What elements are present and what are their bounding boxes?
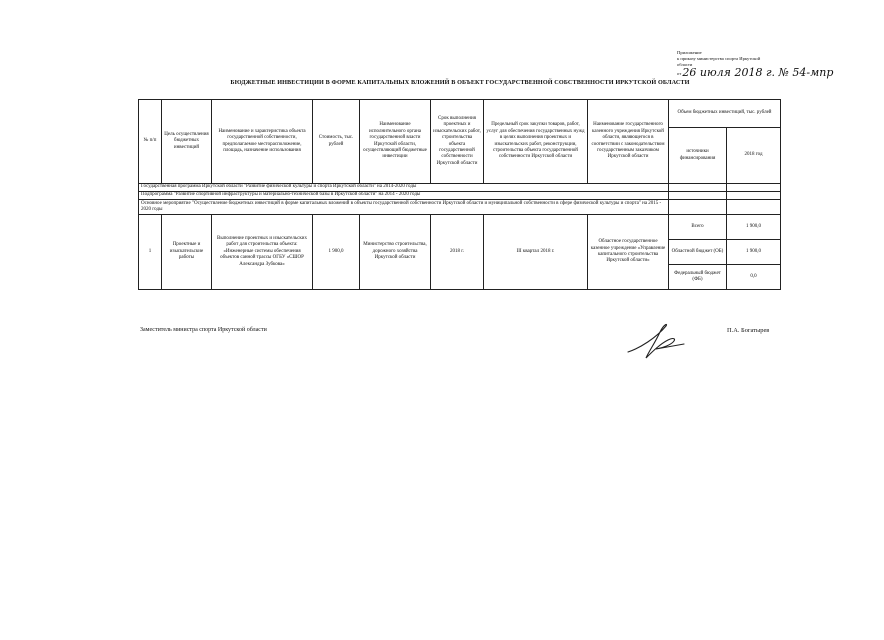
program-source-cell (669, 184, 727, 192)
appendix-note (677, 50, 877, 77)
measure-year-cell (727, 200, 781, 215)
header-year: 2018 год (727, 128, 781, 184)
signature-icon (622, 318, 692, 362)
row-goal: Проектные и изыскательские работы (162, 215, 212, 290)
row-object: Выполнение проектных и изыскательских работ для строительства объекта: «Инженерные системы обеспечения объектов санной трассы ОГБУ «СШОР Александра Зубкова» (212, 215, 313, 290)
financing-value: 1 900,0 (727, 215, 781, 240)
financing-value: 0,0 (727, 265, 781, 290)
header-row-1 (139, 100, 781, 128)
subprogram-year-cell (727, 192, 781, 200)
row-cost: 1 900,0 (313, 215, 360, 290)
signatory-name: П.А. Богатырев (727, 327, 770, 334)
header-goal: Цель осуществления бюджетных инвестиций (162, 100, 212, 184)
program-row (139, 184, 781, 192)
header-volume: Объем бюджетных инвестиций, тыс. рублей (669, 100, 781, 128)
row-num: 1 (139, 215, 162, 290)
header-object: Наименование и характеристика объекта государственной собственности, предполагаемое месторасположение, площадь, назначение использования (212, 100, 313, 184)
header-term: Срок выполнения проектных и изыскательских работ, строительства объекта государственной собственности Иркутской области (431, 100, 484, 184)
subprogram-row (139, 192, 781, 200)
header-executor: Наименование исполнительного органа государственной власти Иркутской области, осуществляющий бюджетные инвестиции (360, 100, 431, 184)
header-sources: источники финансирования (669, 128, 727, 184)
financing-value: 1 900,0 (727, 240, 781, 265)
financing-source: Областной бюджет (ОБ) (669, 240, 727, 265)
measure-row (139, 200, 781, 215)
program-text: Государственная программа Иркутской области "Развитие физической культуры и спорта Иркутской области" на 2014-2020 годы (139, 184, 669, 192)
program-year-cell (727, 184, 781, 192)
subprogram-source-cell (669, 192, 727, 200)
row-procurement: III квартал 2018 г. (484, 215, 588, 290)
appendix-from-label: от (677, 70, 682, 76)
row-term: 2018 г. (431, 215, 484, 290)
investment-table (138, 99, 781, 290)
header-num: № п/п (139, 100, 162, 184)
document-title: БЮДЖЕТНЫЕ ИНВЕСТИЦИИ В ФОРМЕ КАПИТАЛЬНЫХ ВЛОЖЕНИЙ В ОБЪЕКТ ГОСУДАРСТВЕННОЙ СОБСТВЕННОСТИ ИРКУТСКОЙ ОБЛАСТИ (230, 79, 690, 86)
row-executor: Министерство строительства, дорожного хозяйства Иркутской области (360, 215, 431, 290)
appendix-line-3: области (677, 62, 693, 68)
appendix-line-1: Приложение (677, 50, 702, 55)
financing-source: Федеральный бюджет (ФБ) (669, 265, 727, 290)
handwritten-date-number: 26 июля 2018 г. № 54-мпр (682, 65, 834, 79)
signatory-position: Заместитель министра спорта Иркутской области (140, 327, 267, 333)
header-customer: Наименование государственного казенного учреждения Иркутской области, являющегося в соответствии с законодательством государственным заказчиком Иркутской области (588, 100, 669, 184)
financing-source: Всего (669, 215, 727, 240)
subprogram-text: Подпрограмма "Развитие спортивной инфраструктуры и материально-технической базы в Иркутской области" на 2014 - 2020 годы (139, 192, 669, 200)
measure-source-cell (669, 200, 727, 215)
header-procurement: Предельный срок закупки товаров, работ, услуг для обеспечения государственных нужд в целях выполнения проектных и изыскательских работ, реконструкции, строительства объекта государственной собственности Иркутской области (484, 100, 588, 184)
appendix-line-2: к приказу министерства спорта Иркутской (677, 56, 761, 62)
row-customer: Областное государственное казенное учреждение «Управление капитального строительства Иркутской области» (588, 215, 669, 290)
measure-text: Основное мероприятие "Осуществление бюджетных инвестиций в форме капитальных вложений в объекты государственной собственности Иркутской области и муниципальной собственности в сфере физической культуры и спорта" на 2015 - 2020 годы (139, 200, 669, 215)
data-row (139, 215, 781, 240)
header-cost: Стоимость, тыс. рублей (313, 100, 360, 184)
